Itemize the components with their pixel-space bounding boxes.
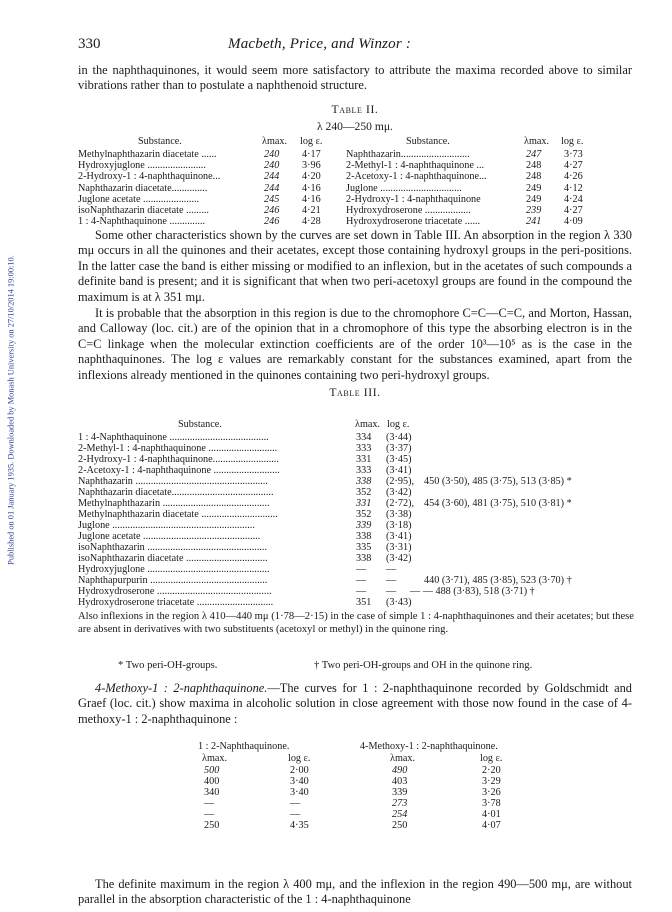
download-watermark xyxy=(4,150,18,670)
substance-cell: Juglone ................................ xyxy=(346,182,462,194)
lmax-cell: 250 xyxy=(392,820,408,831)
substance-cell: Naphthazarin........................... xyxy=(346,149,470,160)
extra-maxima-cell: — — 488 (3·83), 518 (3·71) † xyxy=(410,586,535,597)
table-3 xyxy=(78,419,636,608)
substance-cell: Naphthazarin diacetate........................................ xyxy=(78,487,274,498)
lmax-cell: 339 xyxy=(392,787,408,798)
table-row xyxy=(180,809,580,820)
substance-cell: 1 : 4-Naphthaquinone ....................................... xyxy=(78,432,269,443)
substance-cell: 2-Acetoxy-1 : 4-naphthaquinone... xyxy=(346,171,487,183)
loge-cell: (3·41) xyxy=(386,531,412,542)
note-dagger: † Two peri-OH-groups and OH in the quinone ring. xyxy=(314,660,533,671)
loge-cell: 4·26 xyxy=(564,171,583,183)
table-row xyxy=(78,205,636,216)
loge-cell: (2·95), xyxy=(386,476,415,487)
lmax-cell: 333 xyxy=(356,465,372,476)
loge-cell: (3·44) xyxy=(386,432,412,443)
table-3-caption xyxy=(78,386,632,399)
table-row xyxy=(78,520,636,531)
table-row xyxy=(78,216,636,227)
loge-cell: (3·41) xyxy=(386,465,412,476)
table-4-titles xyxy=(180,741,580,753)
lmax-cell: — xyxy=(204,809,215,820)
loge-cell: (3·37) xyxy=(386,443,412,454)
lmax-cell: 400 xyxy=(204,776,220,787)
substance-cell: Methylnaphthazarin .......................................... xyxy=(78,498,270,509)
loge-cell: 3·40 xyxy=(290,776,309,787)
lmax-cell: 241 xyxy=(526,216,542,228)
loge-cell: 3·78 xyxy=(482,798,501,809)
lmax-cell: 249 xyxy=(526,193,542,205)
lmax-cell: 273 xyxy=(392,798,408,809)
extra-maxima-cell: 440 (3·71), 485 (3·85), 523 (3·70) † xyxy=(424,575,572,586)
substance-cell: Naphthapurpurin .............................................. xyxy=(78,575,268,586)
lmax-cell: 338 xyxy=(356,553,372,564)
substance-cell: Hydroxydroserone triacetate .............................. xyxy=(78,597,274,608)
lmax-cell: 500 xyxy=(204,765,220,776)
substance-cell: Hydroxyjuglone ................................................ xyxy=(78,564,270,575)
loge-cell: 3·40 xyxy=(290,787,309,798)
table-row xyxy=(78,575,636,586)
substance-cell: Naphthazarin diacetate.............. xyxy=(78,182,208,194)
table-2-head-lmax-2: λmax. xyxy=(524,136,550,147)
substance-cell: Hydroxyjuglone ....................... xyxy=(78,160,206,172)
lmax-cell: 340 xyxy=(204,787,220,798)
lmax-cell: 352 xyxy=(356,509,372,520)
lmax-cell: — xyxy=(204,798,215,809)
lmax-cell: 403 xyxy=(392,776,408,787)
paragraph-2-text: Some other characteristics shown by the curves are set down in Table III. An absorption in the region λ 330 mμ occurs in all the quinones and their acetates, except those containing hydroxyl groups in the peri-positions. In the latter case the band is either missing or modified to an inflexion, but in the acetates of such compounds a definite band is present; and it is significant that when two peri-acetoxyl groups are found in the compound the maximum is at λ 351 mμ. xyxy=(78,228,632,304)
table-row xyxy=(78,171,636,182)
table-2-head-substance-1: Substance. xyxy=(138,136,182,147)
substance-cell: Hydroxydroserone triacetate ...... xyxy=(346,216,481,228)
table-4 xyxy=(180,741,580,831)
table-row xyxy=(78,586,636,597)
paragraph-3-text: It is probable that the absorption in this region is due to the chromophore C=C—C=C, and Morton, Hassan, and Calloway (loc. cit.) are of the opinion that in a chromophore of this type the absorbing electron is in the C=C linkage when the molecular extinction coefficients are of the order 10³—10⁵ as is the case in the naphthaquinones. The log ε values are remarkably constant for the substances examined, apart from the inflexions already mentioned in the quinones containing two peri-hydroxyl groups. xyxy=(78,306,632,382)
note-star: * Two peri-OH-groups. xyxy=(118,660,218,671)
table-3-body xyxy=(78,432,636,608)
table-2-head-loge-1: log ε. xyxy=(300,136,323,147)
table-2-head-lmax-1: λmax. xyxy=(262,136,288,147)
table-4-header xyxy=(180,753,580,765)
loge-cell: — xyxy=(386,564,397,575)
table-2 xyxy=(78,136,636,227)
table-4-lmax-2: λmax. xyxy=(390,753,416,764)
table-2-caption xyxy=(78,103,632,116)
table-row xyxy=(180,820,580,831)
lmax-cell: 351 xyxy=(356,597,372,608)
running-header xyxy=(78,36,634,56)
section-heading-methoxy: 4-Methoxy-1 : 2-naphthaquinone. xyxy=(95,681,268,695)
table-row xyxy=(78,454,636,465)
lmax-cell: 335 xyxy=(356,542,372,553)
lmax-cell: 240 xyxy=(264,149,280,160)
table-2-title: Table II. xyxy=(331,103,379,116)
table-2-head-loge-2: log ε. xyxy=(561,136,584,147)
lmax-cell: 240 xyxy=(264,160,280,172)
loge-cell: 3·26 xyxy=(482,787,501,798)
substance-cell: Hydroxydroserone ............................................. xyxy=(78,586,272,597)
lmax-cell: 339 xyxy=(356,520,372,531)
substance-cell: Methylnaphthazarin diacetate ...... xyxy=(78,149,217,160)
loge-cell: (3·38) xyxy=(386,509,412,520)
loge-cell: 4·28 xyxy=(302,216,321,228)
table-row xyxy=(78,194,636,205)
table-2-header xyxy=(78,136,636,149)
table-row xyxy=(78,183,636,194)
table-3-head-loge: log ε. xyxy=(387,419,410,430)
lmax-cell: 239 xyxy=(526,204,542,216)
lmax-cell: 338 xyxy=(356,531,372,542)
table-row xyxy=(78,564,636,575)
loge-cell: 2·20 xyxy=(482,765,501,776)
table-3-head-lmax: λmax. xyxy=(355,419,381,430)
loge-cell: 2·00 xyxy=(290,765,309,776)
table-row xyxy=(78,487,636,498)
lmax-cell: 333 xyxy=(356,443,372,454)
table-row xyxy=(180,765,580,776)
loge-cell: (3·42) xyxy=(386,553,412,564)
lmax-cell: 248 xyxy=(526,160,542,172)
loge-cell: 4·17 xyxy=(302,149,321,160)
lmax-cell: 250 xyxy=(204,820,220,831)
loge-cell: 4·16 xyxy=(302,182,321,194)
loge-cell: 4·09 xyxy=(564,216,583,228)
lmax-cell: 246 xyxy=(264,204,280,216)
lmax-cell: 248 xyxy=(526,171,542,183)
page-number: 330 xyxy=(78,36,101,52)
table-row xyxy=(78,498,636,509)
table-3-head-substance: Substance. xyxy=(178,419,222,430)
table-row xyxy=(180,787,580,798)
substance-cell: Juglone acetate ...................... xyxy=(78,193,200,205)
table-row xyxy=(180,776,580,787)
loge-cell: 4·21 xyxy=(302,204,321,216)
loge-cell: — xyxy=(290,798,301,809)
substance-cell: Juglone acetate .............................................. xyxy=(78,531,261,542)
lmax-cell: — xyxy=(356,564,367,575)
loge-cell: 3·29 xyxy=(482,776,501,787)
table-row xyxy=(78,509,636,520)
paragraph-1: in the naphthaquinones, it would seem more satisfactory to attribute the maxima recorded above to similar vibrations rather than to postulate a naphthenoid structure. xyxy=(78,63,632,93)
loge-cell: (3·43) xyxy=(386,597,412,608)
table-row xyxy=(78,531,636,542)
loge-cell: — xyxy=(386,586,397,597)
substance-cell: 1 : 4-Naphthaquinone .............. xyxy=(78,216,206,228)
table-row xyxy=(78,476,636,487)
table-3-title: Table III. xyxy=(329,386,381,399)
loge-cell: — xyxy=(386,575,397,586)
lmax-cell: 490 xyxy=(392,765,408,776)
loge-cell: 4·24 xyxy=(564,193,583,205)
table-row xyxy=(78,160,636,171)
running-title: Macbeth, Price, and Winzor : xyxy=(228,36,412,52)
table-row xyxy=(78,465,636,476)
loge-cell: — xyxy=(290,809,301,820)
table-row xyxy=(78,597,636,608)
extra-maxima-cell: 454 (3·60), 481 (3·75), 510 (3·81) * xyxy=(424,498,572,509)
download-watermark-text: Published on 01 January 1935. Downloaded by Monash University on 27/10/2014 19:00:10. xyxy=(6,255,16,565)
loge-cell: 4·12 xyxy=(564,182,583,194)
loge-cell: 3·96 xyxy=(302,160,321,172)
substance-cell: isoNaphthazarin diacetate ......... xyxy=(78,204,209,216)
substance-cell: isoNaphthazarin ............................................... xyxy=(78,542,268,553)
substance-cell: 2-Methyl-1 : 4-naphthaquinone ........................... xyxy=(78,443,278,454)
table-2-range: λ 240—250 mμ. xyxy=(317,120,393,133)
lmax-cell: 247 xyxy=(526,149,542,160)
table-row xyxy=(78,432,636,443)
lmax-cell: — xyxy=(356,586,367,597)
table-2-body xyxy=(78,149,636,227)
lmax-cell: — xyxy=(356,575,367,586)
lmax-cell: 244 xyxy=(264,171,280,183)
loge-cell: 4·07 xyxy=(482,820,501,831)
paragraph-3 xyxy=(78,306,632,383)
lmax-cell: 245 xyxy=(264,193,280,205)
substance-cell: 2-Hydroxy-1 : 4-naphthaquinone.......................... xyxy=(78,454,279,465)
substance-cell: 2-Hydroxy-1 : 4-naphthaquinone... xyxy=(78,171,221,183)
loge-cell: 4·16 xyxy=(302,193,321,205)
table-3-footnote xyxy=(78,611,634,636)
loge-cell: (3·45) xyxy=(386,454,412,465)
loge-cell: 4·01 xyxy=(482,809,501,820)
loge-cell: 3·73 xyxy=(564,149,583,160)
loge-cell: 4·27 xyxy=(564,204,583,216)
substance-cell: Methylnaphthazarin diacetate .............................. xyxy=(78,509,278,520)
paragraph-2 xyxy=(78,228,632,305)
substance-cell: Juglone ........................................................ xyxy=(78,520,255,531)
table-4-loge-1: log ε. xyxy=(288,753,311,764)
lmax-cell: 352 xyxy=(356,487,372,498)
table-4-col1-title: 1 : 2-Naphthaquinone. xyxy=(198,741,290,752)
substance-cell: 2-Methyl-1 : 4-naphthaquinone ... xyxy=(346,160,485,172)
substance-cell: Naphthazarin .................................................... xyxy=(78,476,268,487)
loge-cell: 4·20 xyxy=(302,171,321,183)
table-2-head-substance-2: Substance. xyxy=(406,136,450,147)
lmax-cell: 254 xyxy=(392,809,408,820)
lmax-cell: 244 xyxy=(264,182,280,194)
substance-cell: 2-Hydroxy-1 : 4-naphthaquinone xyxy=(346,193,481,205)
table-row xyxy=(78,149,636,160)
loge-cell: 4·35 xyxy=(290,820,309,831)
substance-cell: isoNaphthazarin diacetate ................................ xyxy=(78,553,268,564)
table-4-lmax-1: λmax. xyxy=(202,753,228,764)
loge-cell: (3·18) xyxy=(386,520,412,531)
paragraph-4-text: —The curves for 1 : 2-naphthaquinone recorded by Goldschmidt and Graef (loc. cit.) show maxima in alcoholic solution in close agreement with those now found in the case of 4-methoxy-1 : 2-naphthaquinone : xyxy=(78,681,632,726)
lmax-cell: 334 xyxy=(356,432,372,443)
lmax-cell: 246 xyxy=(264,216,280,228)
lmax-cell: 331 xyxy=(356,498,372,509)
substance-cell: 2-Acetoxy-1 : 4-naphthaquinone .......................... xyxy=(78,465,280,476)
table-4-loge-2: log ε. xyxy=(480,753,503,764)
table-4-col2-title: 4-Methoxy-1 : 2-naphthaquinone. xyxy=(360,741,498,752)
paragraph-5-text: The definite maximum in the region λ 400 mμ, and the inflexion in the region 490—500 mμ, are without parallel in the absorption characteristic of the 1 : 4-naphthaquinone xyxy=(78,877,632,907)
loge-cell: (3·31) xyxy=(386,542,412,553)
table-row xyxy=(78,443,636,454)
loge-cell: (3·42) xyxy=(386,487,412,498)
paragraph-5 xyxy=(78,877,632,908)
table-row xyxy=(180,798,580,809)
table-row xyxy=(78,553,636,564)
substance-cell: Hydroxydroserone .................. xyxy=(346,204,471,216)
lmax-cell: 331 xyxy=(356,454,372,465)
table-4-body xyxy=(180,765,580,831)
loge-cell: 4·27 xyxy=(564,160,583,172)
table-3-header xyxy=(78,419,636,432)
table-row xyxy=(78,542,636,553)
paragraph-4 xyxy=(78,681,632,727)
loge-cell: (2·72), xyxy=(386,498,415,509)
extra-maxima-cell: 450 (3·50), 485 (3·75), 513 (3·85) * xyxy=(424,476,572,487)
table-3-footnote-text: Also inflexions in the region λ 410—440 mμ (1·78—2·15) in the case of simple 1 : 4-naphthaquinones and their acetates; but these are absent in derivatives with two substituents (acetoxyl or methyl) in the quinone ring. xyxy=(78,611,634,635)
lmax-cell: 249 xyxy=(526,182,542,194)
lmax-cell: 338 xyxy=(356,476,372,487)
